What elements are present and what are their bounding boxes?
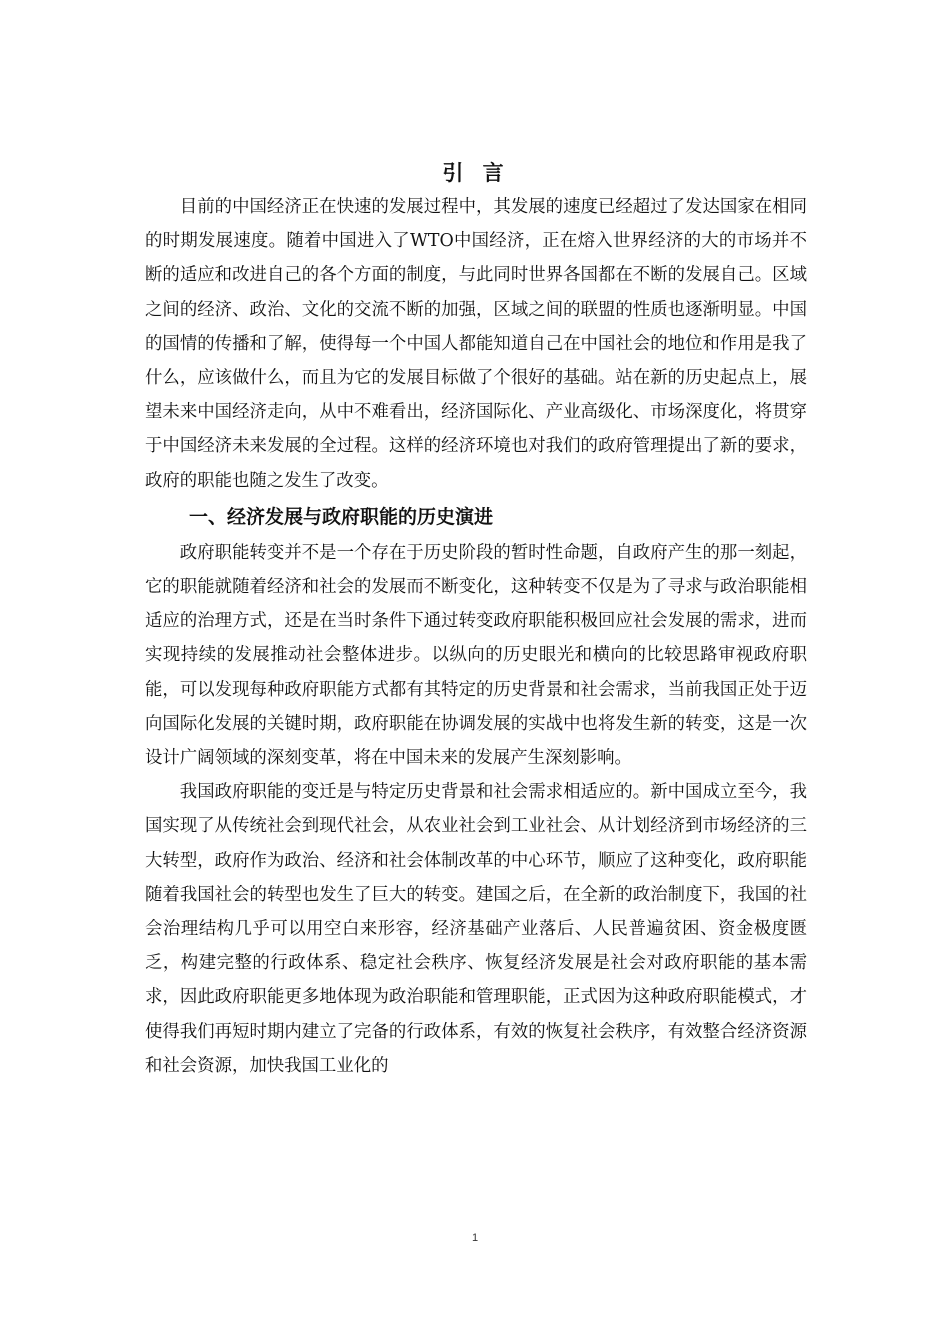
intro-paragraph: 目前的中国经济正在快速的发展过程中，其发展的速度已经超过了发达国家在相同的时期发展速度。随着中国进入了WTO中国经济，正在熔入世界经济的大的市场并不断的适应和改进自己的各个方面的制度，与此同时世界各国都在不断的发展自己。区域之间的经济、政治、文化的交流不断的加强，区域之间的联盟的性质也逐渐明显。中国的国情的传播和了解，使得每一个中国人都能知道自己在中国社会的地位和作用是我了什么，应该做什么，而且为它的发展目标做了个很好的基础。站在新的历史起点上，展望未来中国经济走向，从中不难看出，经济国际化、产业高级化、市场深度化，将贯穿于中国经济未来发展的全过程。这样的经济环境也对我们的政府管理提出了新的要求，政府的职能也随之发生了改变。	[145, 197, 807, 491]
section-heading: 一、经济发展与政府职能的历史演进	[189, 505, 494, 528]
page-title: 引 言	[442, 161, 510, 185]
section-paragraph-1: 政府职能转变并不是一个存在于历史阶段的暂时性命题，自政府产生的那一刻起，它的职能就随着经济和社会的发展而不断变化，这种转变不仅是为了寻求与政治职能相适应的治理方式，还是在当时条件下通过转变政府职能积极回应社会发展的需求，进而实现持续的发展推动社会整体进步。以纵向的历史眼光和横向的比较思路审视政府职能，可以发现每种政府职能方式都有其特定的历史背景和社会需求，当前我国正处于迈向国际化发展的关键时期，政府职能在协调发展的实战中也将发生新的转变，这是一次设计广阔领域的深刻变革，将在中国未来的发展产生深刻影响。	[145, 542, 807, 769]
page-number: 1	[471, 1232, 479, 1244]
page-body	[145, 156, 807, 1083]
section-paragraph-2: 我国政府职能的变迁是与特定历史背景和社会需求相适应的。新中国成立至今，我国实现了从传统社会到现代社会，从农业社会到工业社会、从计划经济到市场经济的三大转型，政府作为政治、经济和社会体制改革的中心环节，顺应了这种变化，政府职能随着我国社会的转型也发生了巨大的转变。建国之后，在全新的政治制度下，我国的社会治理结构几乎可以用空白来形容，经济基础产业落后、人民普遍贫困、资金极度匮乏，构建完整的行政体系、稳定社会秩序、恢复经济发展是社会对政府职能的基本需求，因此政府职能更多地体现为政治职能和管理职能，正式因为这种政府职能模式，才使得我们再短时期内建立了完备的行政体系，有效的恢复社会秩序，有效整合经济资源和社会资源，加快我国工业化的	[145, 782, 807, 1076]
